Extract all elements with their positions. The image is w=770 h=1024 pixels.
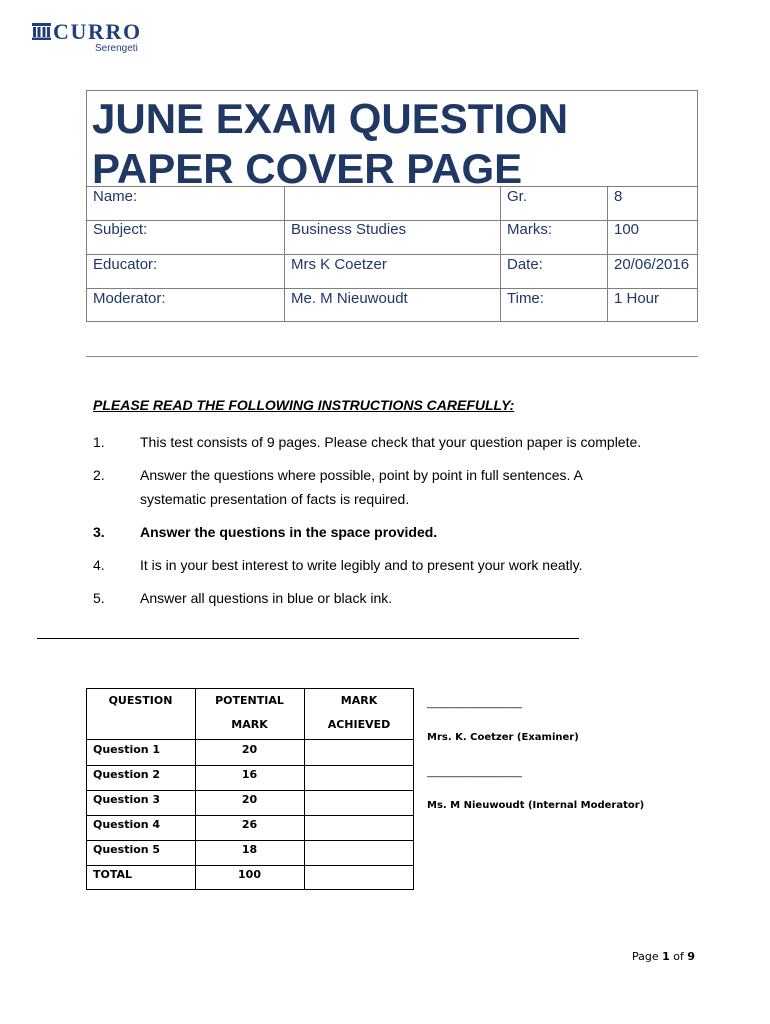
column-header-achieved: ACHIEVED xyxy=(327,718,391,731)
instruction-text: This test consists of 9 pages. Please check that your question paper is complete. xyxy=(140,434,642,450)
marks-value: 100 xyxy=(614,221,640,238)
table-divider xyxy=(284,186,285,322)
signature-line-examiner: _____________________ xyxy=(427,698,522,709)
page-total: 9 xyxy=(687,950,696,963)
grade-label: Gr. xyxy=(507,188,528,205)
column-header-potential: POTENTIAL xyxy=(215,694,284,707)
instruction-number: 3. xyxy=(93,524,105,540)
table-cell-question: Question 5 xyxy=(93,843,161,856)
column-header-achieved: MARK xyxy=(340,694,378,707)
table-cell-potential: 18 xyxy=(241,843,258,856)
page-of: of xyxy=(669,950,688,963)
section-divider xyxy=(86,356,698,357)
table-cell-total-potential: 100 xyxy=(238,868,261,881)
subject-value: Business Studies xyxy=(291,221,407,238)
table-cell-question: Question 4 xyxy=(93,818,161,831)
instruction-number: 4. xyxy=(93,557,105,573)
table-cell-potential: 20 xyxy=(241,793,258,806)
marks-label: Marks: xyxy=(507,221,552,238)
page-title xyxy=(92,94,692,194)
educator-value: Mrs K Coetzer xyxy=(291,256,387,273)
instruction-text: It is in your best interest to write legibly and to present your work neatly. xyxy=(140,557,583,573)
logo-campus: Serengeti xyxy=(95,43,138,54)
grade-value: 8 xyxy=(614,188,623,205)
table-cell-total: TOTAL xyxy=(93,868,133,881)
instruction-text: Answer the questions in the space provided. xyxy=(140,524,438,540)
column-header-question: QUESTION xyxy=(108,694,173,707)
page-number xyxy=(632,950,695,963)
table-divider xyxy=(86,739,414,740)
time-value: 1 Hour xyxy=(614,290,660,307)
page-current: 1 xyxy=(662,950,670,963)
instruction-number: 1. xyxy=(93,434,105,450)
table-cell-question: Question 1 xyxy=(93,743,161,756)
table-divider xyxy=(500,186,501,322)
date-value: 20/06/2016 xyxy=(614,256,690,273)
instruction-text: systematic presentation of facts is required. xyxy=(140,491,410,507)
table-divider xyxy=(86,765,414,766)
moderator-signature-label: Ms. M Nieuwoudt (Internal Moderator) xyxy=(427,800,645,811)
moderator-value: Me. M Nieuwoudt xyxy=(291,290,408,307)
table-cell-potential: 16 xyxy=(241,768,258,781)
examiner-label: Mrs. K. Coetzer (Examiner) xyxy=(427,732,579,743)
school-logo xyxy=(32,19,148,59)
table-cell-potential: 26 xyxy=(241,818,258,831)
signature-line-moderator: _____________________ xyxy=(427,767,522,778)
instruction-text: Answer the questions where possible, point by point in full sentences. A xyxy=(140,467,583,483)
column-header-potential: MARK xyxy=(231,718,268,731)
name-label: Name: xyxy=(93,188,138,205)
title-line-2: PAPER COVER PAGE xyxy=(92,145,523,192)
logo-wordmark: CURRO xyxy=(53,19,142,44)
time-label: Time: xyxy=(507,290,544,307)
section-divider xyxy=(37,638,579,639)
instruction-number: 2. xyxy=(93,467,105,483)
instructions-heading: PLEASE READ THE FOLLOWING INSTRUCTIONS CAREFULLY: xyxy=(93,397,515,413)
table-cell-question: Question 2 xyxy=(93,768,161,781)
educator-label: Educator: xyxy=(93,256,158,273)
table-divider xyxy=(86,840,414,841)
table-divider xyxy=(86,815,414,816)
table-divider xyxy=(607,186,608,322)
subject-label: Subject: xyxy=(93,221,148,238)
table-divider xyxy=(86,790,414,791)
building-columns-icon xyxy=(32,23,51,40)
table-cell-question: Question 3 xyxy=(93,793,161,806)
title-line-1: JUNE EXAM QUESTION xyxy=(92,95,569,142)
table-divider xyxy=(86,865,414,866)
table-cell-potential: 20 xyxy=(241,743,258,756)
instruction-text: Answer all questions in blue or black ink. xyxy=(140,590,393,606)
page-prefix: Page xyxy=(632,950,663,963)
moderator-label: Moderator: xyxy=(93,290,166,307)
date-label: Date: xyxy=(507,256,543,273)
instruction-number: 5. xyxy=(93,590,105,606)
